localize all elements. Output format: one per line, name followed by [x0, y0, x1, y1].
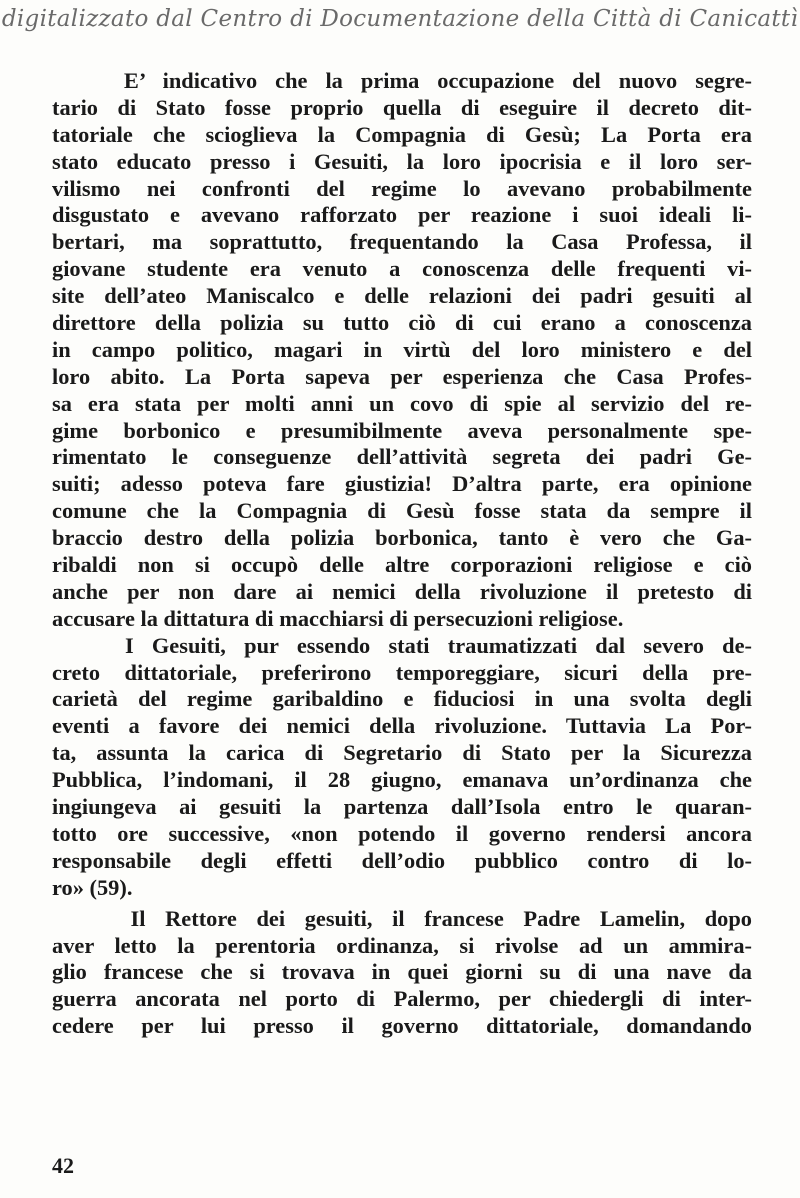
page-number: 42: [52, 1153, 74, 1178]
text-line: loro abito. La Porta sapeva per esperienza che Casa Profes-: [52, 363, 752, 389]
text-line: eventi a favore dei nemici della rivoluzione. Tuttavia La Por-: [52, 713, 752, 739]
paragraph: [52, 906, 752, 1040]
text-line: accusare la dittatura di macchiarsi di persecuzioni religiose.: [52, 605, 624, 631]
text-line: ribaldi non si occupò delle altre corporazioni religiose e ciò: [52, 552, 752, 578]
text-line: guerra ancorata nel porto di Palermo, per chiedergli di inter-: [52, 986, 752, 1012]
text-line: site dell’ateo Maniscalco e delle relazioni dei padri gesuiti al: [52, 283, 752, 309]
text-line: comune che la Compagnia di Gesù fosse stata da sempre il: [52, 498, 752, 524]
text-line: stato educato presso i Gesuiti, la loro ipocrisia e il loro ser-: [52, 148, 752, 174]
text-line: rimentato le conseguenze dell’attività segreta dei padri Ge-: [52, 444, 752, 470]
text-line: tario di Stato fosse proprio quella di eseguire il decreto dit-: [52, 94, 752, 120]
text-line: tatoriale che scioglieva la Compagnia di Gesù; La Porta era: [52, 121, 752, 147]
paragraph: [52, 68, 752, 633]
text-line: cedere per lui presso il governo dittatoriale, domandando: [52, 1013, 752, 1039]
text-line: direttore della polizia su tutto ciò di cui erano a conoscenza: [52, 310, 752, 336]
text-line: suiti; adesso poteva fare giustizia! D’altra parte, era opinione: [52, 471, 752, 497]
paragraph: [52, 633, 752, 902]
text-line: giovane studente era venuto a conoscenza delle frequenti vi-: [52, 256, 752, 282]
text-line: braccio destro della polizia borbonica, tanto è vero che Ga-: [52, 525, 752, 551]
text-line: bertari, ma soprattutto, frequentando la Casa Professa, il: [52, 229, 752, 255]
text-line: anche per non dare ai nemici della rivoluzione il pretesto di: [52, 578, 752, 604]
text-line: in campo politico, magari in virtù del loro ministero e del: [52, 336, 752, 362]
text-line: Pubblica, l’indomani, il 28 giugno, emanava un’ordinanza che: [52, 767, 752, 793]
text-line: gime borbonico e presumibilmente aveva personalmente spe-: [52, 417, 752, 443]
text-line: responsabile degli effetti dell’odio pubblico contro di lo-: [52, 847, 752, 873]
digitization-watermark: digitalizzato dal Centro di Documentazione della Città di Canicattì: [1, 6, 799, 32]
text-line: aver letto la perentoria ordinanza, si rivolse ad un ammira-: [52, 932, 752, 958]
text-line: I Gesuiti, pur essendo stati traumatizzati dal severo de-: [52, 632, 752, 658]
text-line: totto ore successive, «non potendo il governo rendersi ancora: [52, 820, 752, 846]
text-line: glio francese che si trovava in quei giorni su di una nave da: [52, 959, 752, 985]
text-line: Il Rettore dei gesuiti, il francese Padre Lamelin, dopo: [52, 905, 752, 931]
text-line: carietà del regime garibaldino e fiduciosi in una svolta degli: [52, 686, 752, 712]
text-line: disgustato e avevano rafforzato per reazione i suoi ideali li-: [52, 202, 752, 228]
text-line: E’ indicativo che la prima occupazione del nuovo segre-: [52, 68, 752, 93]
text-line: vilismo nei confronti del regime lo avevano probabilmente: [52, 175, 752, 201]
body-text: [52, 68, 752, 1040]
text-line: ta, assunta la carica di Segretario di Stato per la Sicurezza: [52, 740, 752, 766]
text-line: sa era stata per molti anni un covo di spie al servizio del re-: [52, 390, 752, 416]
text-line: ro» (59).: [52, 874, 133, 900]
text-line: ingiungeva ai gesuiti la partenza dall’Isola entro le quaran-: [52, 794, 752, 820]
text-line: creto dittatoriale, preferirono temporeggiare, sicuri della pre-: [52, 659, 752, 685]
